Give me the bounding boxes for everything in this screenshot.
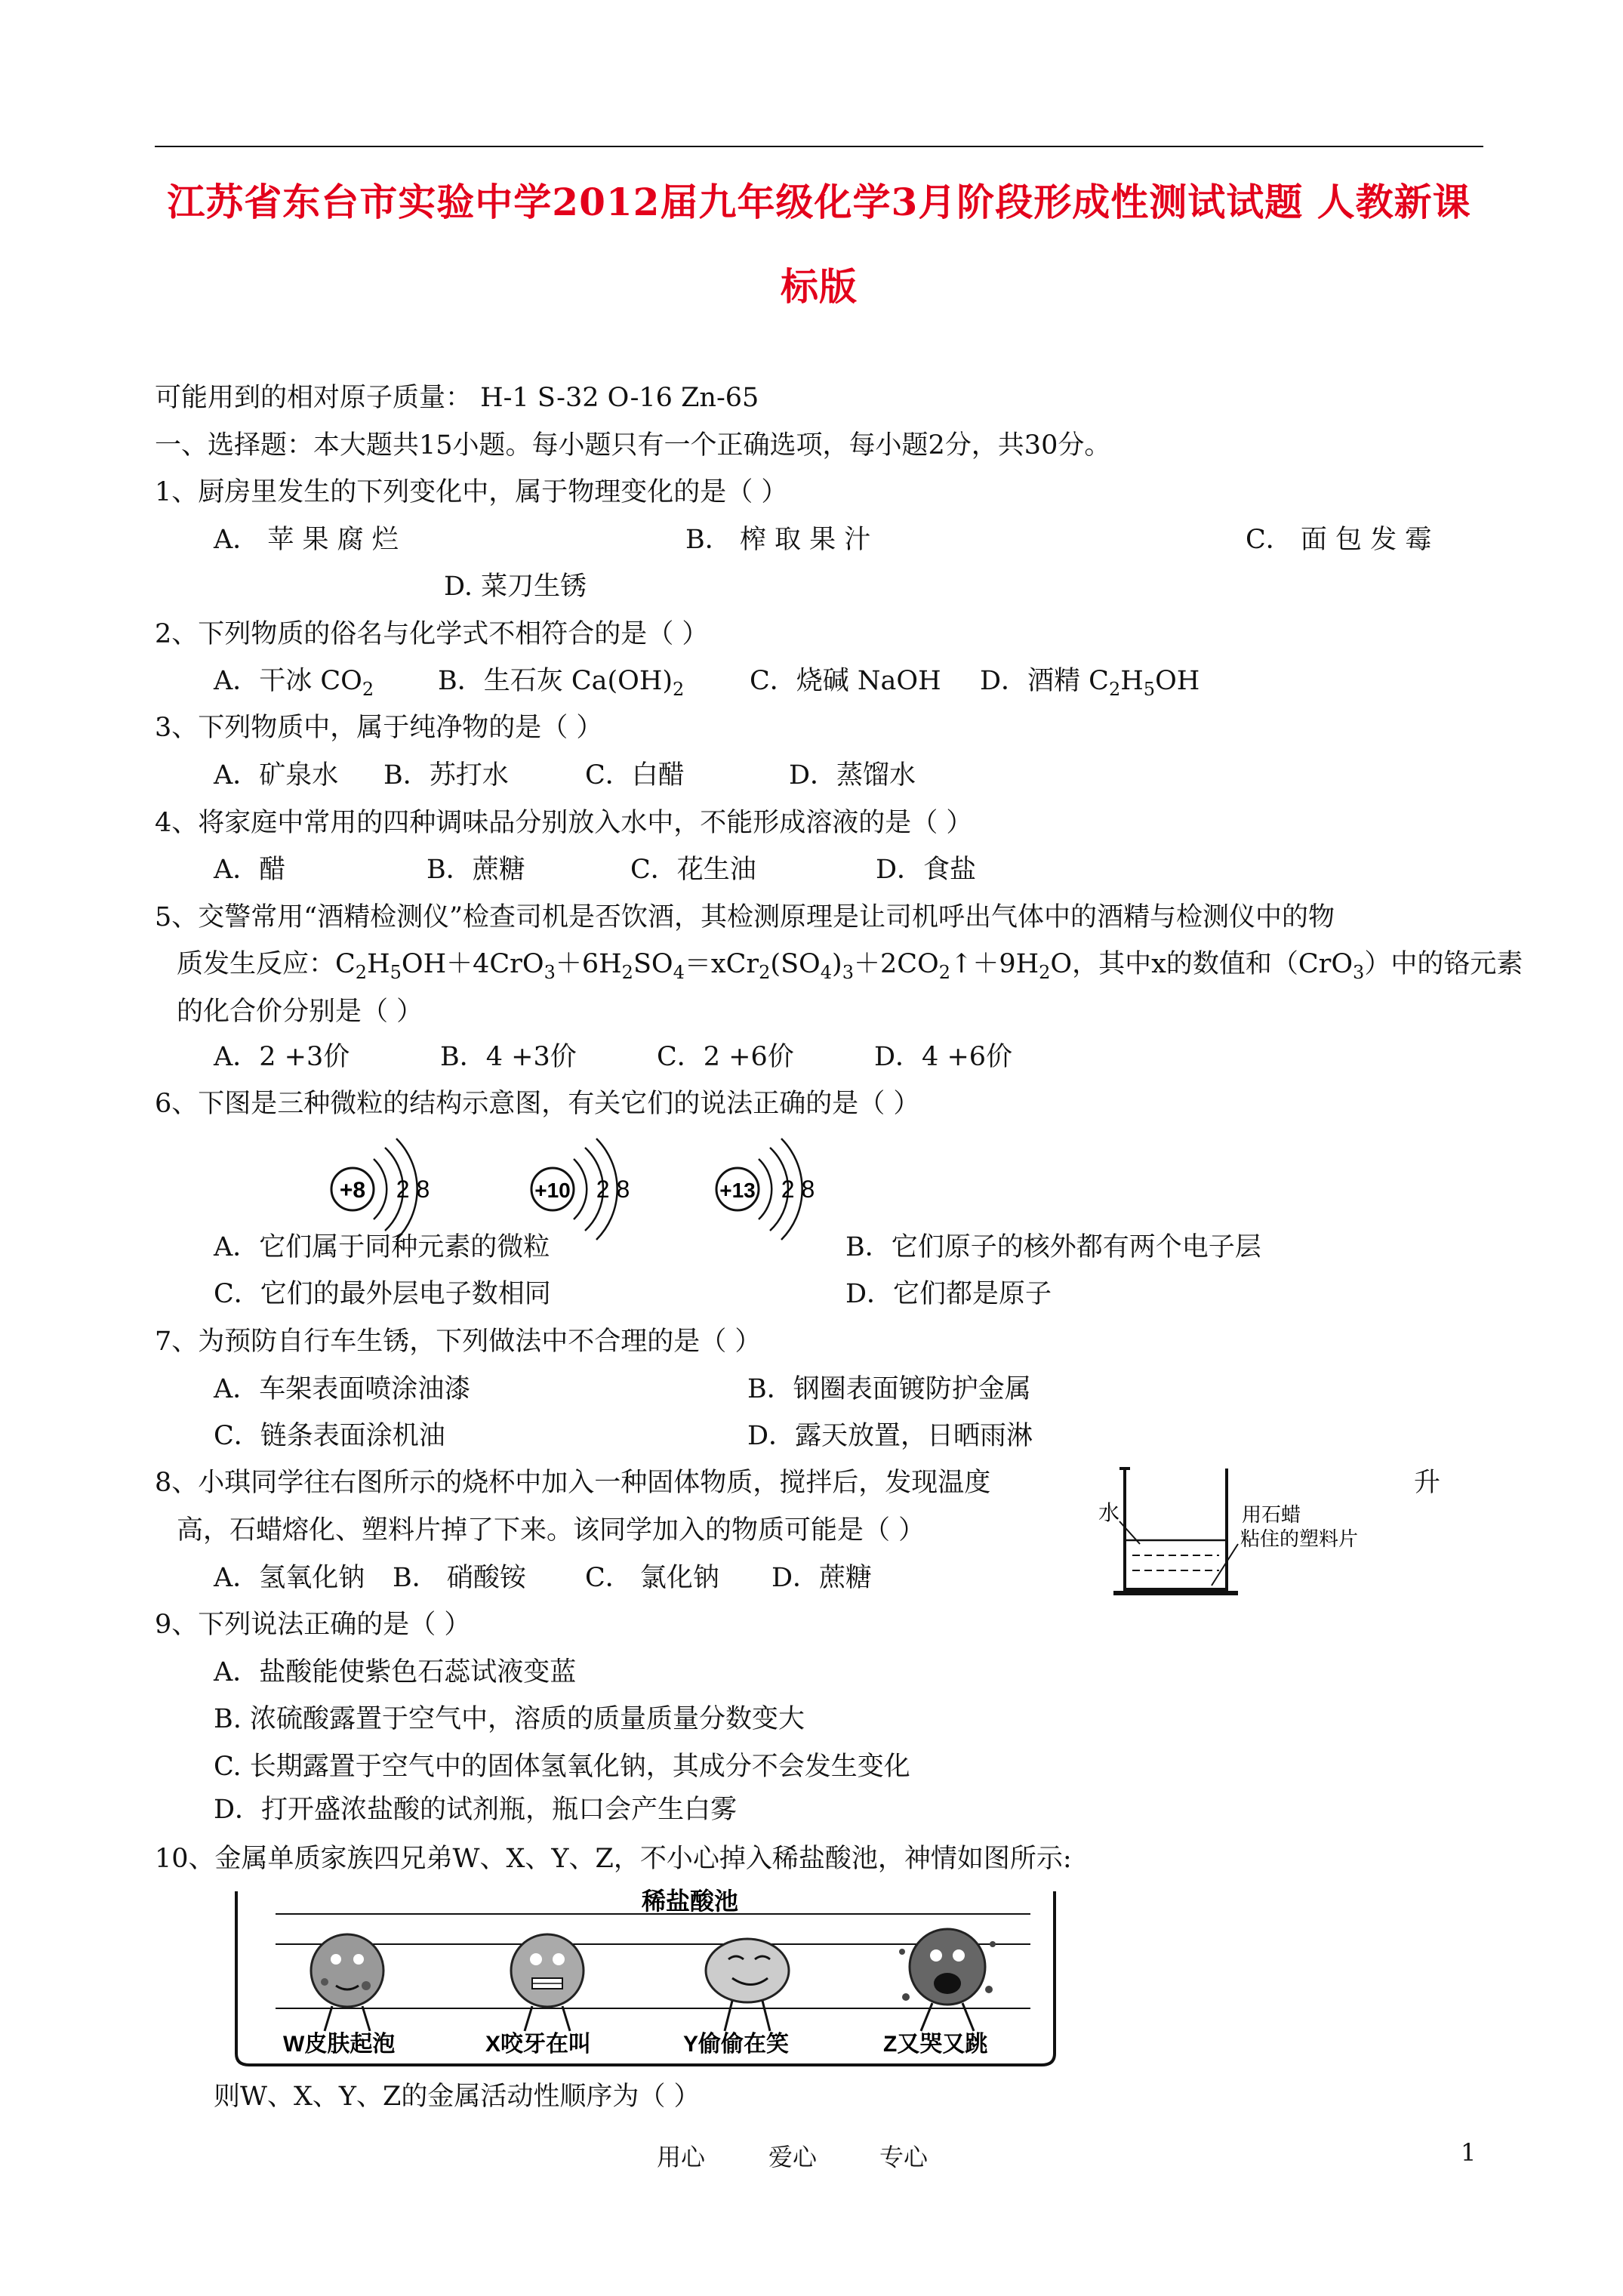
q7-option-c: C．链条表面涂机油 — [214, 1421, 445, 1451]
q3-option-a: A．矿泉水 — [214, 760, 339, 791]
q8-option-a: A．氢氧化钠 — [214, 1563, 365, 1593]
q5-option-b: B．4 +3价 — [440, 1042, 577, 1072]
q10-stem: 10、金属单质家族四兄弟W、X、Y、Z，不小心掉入稀盐酸池，神情如图所示: — [155, 1844, 1072, 1874]
q8-line1: 8、小琪同学往右图所示的烧杯中加入一种固体物质，搅拌后，发现温度 — [155, 1468, 991, 1498]
atom1-shells: 2 8 — [396, 1176, 430, 1203]
q2-option-b: B．生石灰 $Ca(OH)_2$ — [438, 666, 685, 700]
atom3-nucleus: +13 — [719, 1179, 756, 1202]
q1-option-a: A． 苹 果 腐 烂 — [214, 525, 399, 555]
q9-option-a: A．盐酸能使紫色石蕊试液变蓝 — [214, 1657, 577, 1687]
q7-option-d: D．露天放置，日晒雨淋 — [747, 1421, 1033, 1451]
caption-x: X咬牙在叫 — [485, 2032, 592, 2057]
q5-line2-equation: 质发生反应：$C_2H_5OH+4CrO_3+6H_2SO_4=xCr_2(SO_4)_3+2CO_2↑+9H_2O$，其中x的数值和（CrO$_3$）中的铬元素 — [177, 949, 1523, 983]
page-title-line2: 标版 — [781, 264, 858, 309]
atom3-shells: 2 8 — [781, 1176, 815, 1203]
caption-w: W皮肤起泡 — [283, 2032, 396, 2057]
acid-pool-figure — [230, 1884, 1061, 2073]
q7-option-b: B．钢圈表面镀防护金属 — [747, 1374, 1031, 1404]
q5-line3: 的化合价分别是（ ） — [177, 997, 423, 1027]
atomic-masses: 可能用到的相对原子质量： H-1 S-32 O-16 Zn-65 — [155, 383, 759, 413]
q3-option-b: B．苏打水 — [383, 760, 509, 791]
q9-option-d: D．打开盛浓盐酸的试剂瓶，瓶口会产生白雾 — [214, 1795, 738, 1825]
q4-option-a: A．醋 — [214, 855, 286, 885]
q3-option-d: D．蒸馏水 — [789, 760, 916, 791]
q10-followup: 则W、X、Y、Z的金属活动性顺序为（ ） — [214, 2082, 701, 2112]
beaker-label-line1: 用石蜡 — [1242, 1503, 1301, 1526]
section-heading: 一、选择题：本大题共15小题。每小题只有一个正确选项，每小题2分，共30分。 — [155, 430, 1111, 461]
atom-diagram-1 — [321, 1133, 457, 1246]
q5-line1: 5、交警常用“酒精检测仪”检查司机是否饮酒，其检测原理是让司机呼出气体中的酒精与检测仪中的物 — [155, 902, 1335, 932]
q5-option-c: C．2 +6价 — [657, 1042, 794, 1072]
q5-option-d: D．4 +6价 — [874, 1042, 1013, 1072]
q4-option-d: D．食盐 — [876, 855, 977, 885]
q7-option-a: A．车架表面喷涂油漆 — [214, 1374, 471, 1404]
atom2-nucleus: +10 — [534, 1179, 571, 1202]
q1-option-c: C． 面 包 发 霉 — [1246, 525, 1432, 555]
q8-option-c: C． 氯化钠 — [585, 1563, 719, 1593]
q2-option-c: C．烧碱 NaOH — [750, 666, 941, 696]
atom2-shells: 2 8 — [596, 1176, 630, 1203]
q9-option-b: B. 浓硫酸露置于空气中，溶质的质量质量分数变大 — [214, 1704, 805, 1734]
q8-line1-end: 升 — [1414, 1468, 1441, 1498]
q1-stem: 1、厨房里发生的下列变化中，属于物理变化的是（ ） — [155, 477, 788, 507]
footer-text-1: 用心 — [657, 2143, 706, 2171]
q8-option-b: B． 硝酸铵 — [393, 1563, 526, 1593]
q9-option-c: C. 长期露置于空气中的固体氢氧化钠，其成分不会发生变化 — [214, 1752, 910, 1782]
footer-text-2: 爱心 — [768, 2143, 818, 2171]
metal-x-figure — [511, 1934, 584, 2031]
header-rule — [155, 146, 1483, 147]
footer-text-3: 专心 — [879, 2143, 929, 2171]
q4-option-b: B．蔗糖 — [427, 855, 525, 885]
beaker-label-line2: 粘住的塑料片 — [1240, 1527, 1359, 1550]
caption-z: Z又哭又跳 — [883, 2032, 988, 2057]
q6-option-a: A．它们属于同种元素的微粒 — [214, 1232, 550, 1262]
atom1-nucleus: +8 — [339, 1178, 366, 1203]
q1-option-b: B． 榨 取 果 汁 — [685, 525, 871, 555]
q8-option-d: D．蔗糖 — [771, 1563, 873, 1593]
q1-option-d: D. 菜刀生锈 — [444, 572, 587, 602]
q3-option-c: C．白醋 — [585, 760, 685, 791]
beaker-figure — [1098, 1461, 1415, 1604]
metal-y-figure — [706, 1939, 789, 2031]
page-number: 1 — [1461, 2138, 1477, 2167]
caption-y: Y偷偷在笑 — [683, 2032, 790, 2057]
beaker-water-label: 水 — [1098, 1501, 1120, 1524]
q3-stem: 3、下列物质中，属于纯净物的是（ ） — [155, 713, 603, 743]
q6-stem: 6、下图是三种微粒的结构示意图，有关它们的说法正确的是（ ） — [155, 1089, 920, 1119]
atom-diagram-3 — [706, 1133, 842, 1246]
pool-label: 稀盐酸池 — [642, 1888, 739, 1915]
page-title-line1: 江苏省东台市实验中学2012届九年级化学3月阶段形成性测试试题 人教新课 — [167, 180, 1471, 224]
q7-stem: 7、为预防自行车生锈，下列做法中不合理的是（ ） — [155, 1327, 762, 1357]
metal-w-figure — [311, 1934, 383, 2031]
q6-option-d: D．它们都是原子 — [845, 1279, 1052, 1309]
q6-option-b: B．它们原子的核外都有两个电子层 — [845, 1232, 1261, 1262]
q2-option-d: D．酒精 $C_2H_5OH$ — [980, 666, 1200, 700]
q5-option-a: A．2 +3价 — [214, 1042, 350, 1072]
q4-option-c: C．花生油 — [630, 855, 756, 885]
q4-stem: 4、将家庭中常用的四种调味品分别放入水中，不能形成溶液的是（ ） — [155, 808, 973, 838]
atom-diagram-2 — [521, 1133, 657, 1246]
q2-option-a: A．干冰 $CO_2$ — [214, 666, 374, 700]
q6-option-c: C．它们的最外层电子数相同 — [214, 1279, 551, 1309]
q8-line2: 高，石蜡熔化、塑料片掉了下来。该同学加入的物质可能是（ ） — [177, 1515, 925, 1546]
q9-stem: 9、下列说法正确的是（ ） — [155, 1610, 471, 1640]
q2-stem: 2、下列物质的俗名与化学式不相符合的是（ ） — [155, 619, 709, 649]
